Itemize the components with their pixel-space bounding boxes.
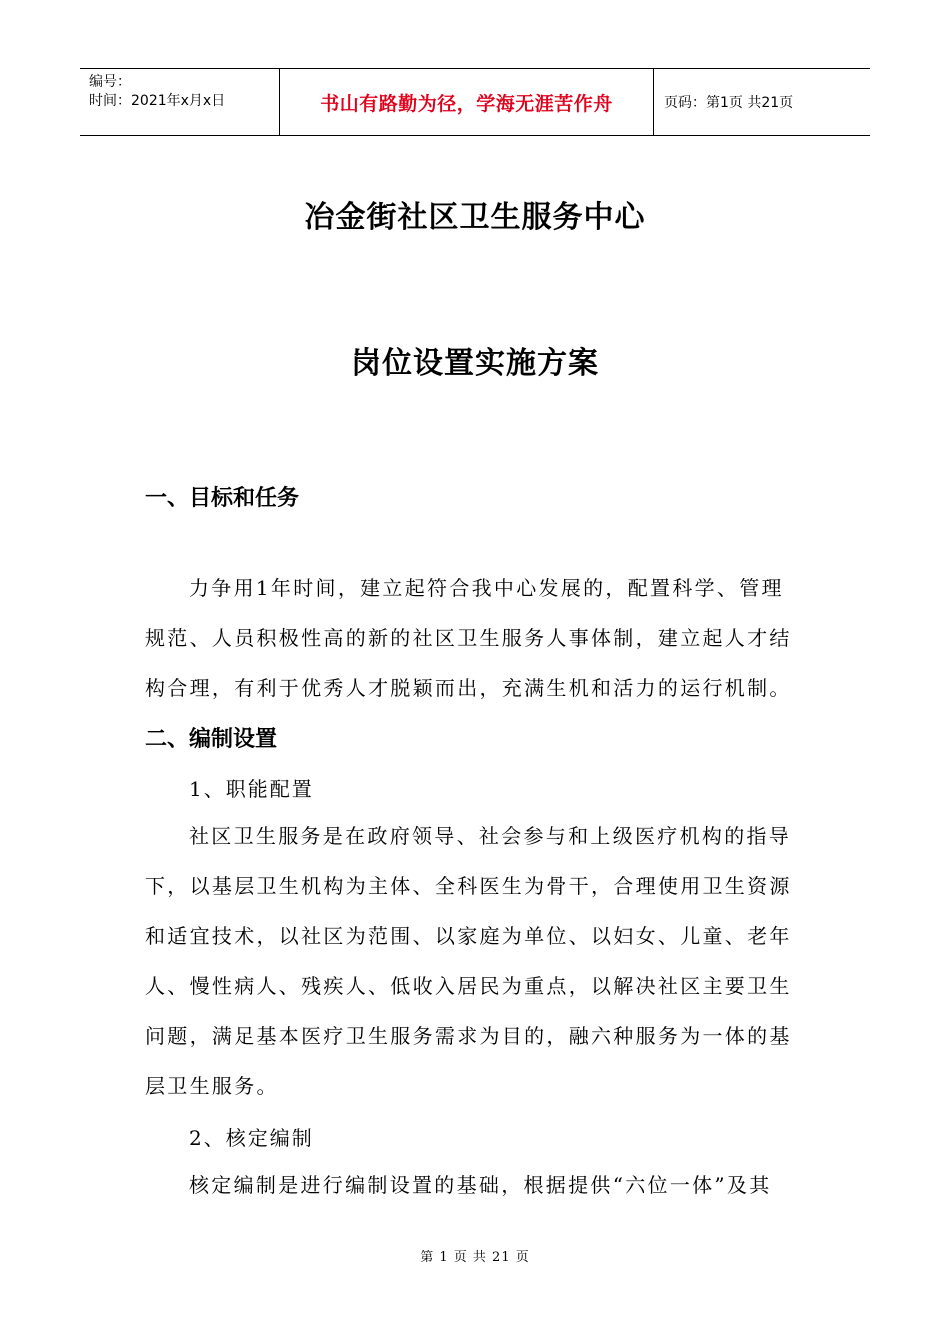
section2-sub2: 2、核定编制 <box>189 1126 314 1150</box>
header-motto: 书山有路勤为径，学海无涯苦作舟 <box>280 69 654 135</box>
section1-heading: 一、目标和任务 <box>145 486 300 511</box>
header-page-info: 页码：第1页 共21页 <box>664 95 794 111</box>
section2-paragraph1-text: 社区卫生服务是在政府领导、社会参与和上级医疗机构的指导下，以基层卫生机构为主体、全科医生为骨干，合理使用卫生资源和适宜技术，以社区为范围、以家庭为单位、以妇女、儿童、老年人、慢性病人、残疾人、低收入居民为重点，以解决社区主要卫生问题，满足基本医疗卫生服务需求为目的，融六种服务为一体的基层卫生服务。 <box>145 824 792 1098</box>
document-header <box>80 68 870 136</box>
document-title-line2: 岗位设置实施方案 <box>351 346 599 381</box>
page-footer: 第 1 页 共 21 页 <box>420 1250 530 1265</box>
section1-paragraph <box>145 563 805 713</box>
header-date: 时间：2021年x月x日 <box>89 93 226 109</box>
section2-heading: 二、编制设置 <box>145 727 278 752</box>
section2-paragraph2-text: 核定编制是进行编制设置的基础，根据提供“六位一体”及其 <box>189 1173 772 1197</box>
section2-sub1: 1、职能配置 <box>189 777 314 801</box>
section2-paragraph2 <box>145 1160 805 1210</box>
document-title-line1: 冶金街社区卫生服务中心 <box>304 200 646 235</box>
header-meta <box>80 69 280 135</box>
section1-paragraph-text: 力争用1年时间，建立起符合我中心发展的，配置科学、管理规范、人员积极性高的新的社区卫生服务人事体制，建立起人才结构合理，有利于优秀人才脱颖而出，充满生机和活力的运行机制。 <box>145 576 792 700</box>
header-number: 编号： <box>89 74 131 90</box>
section2-paragraph1 <box>145 811 805 1111</box>
